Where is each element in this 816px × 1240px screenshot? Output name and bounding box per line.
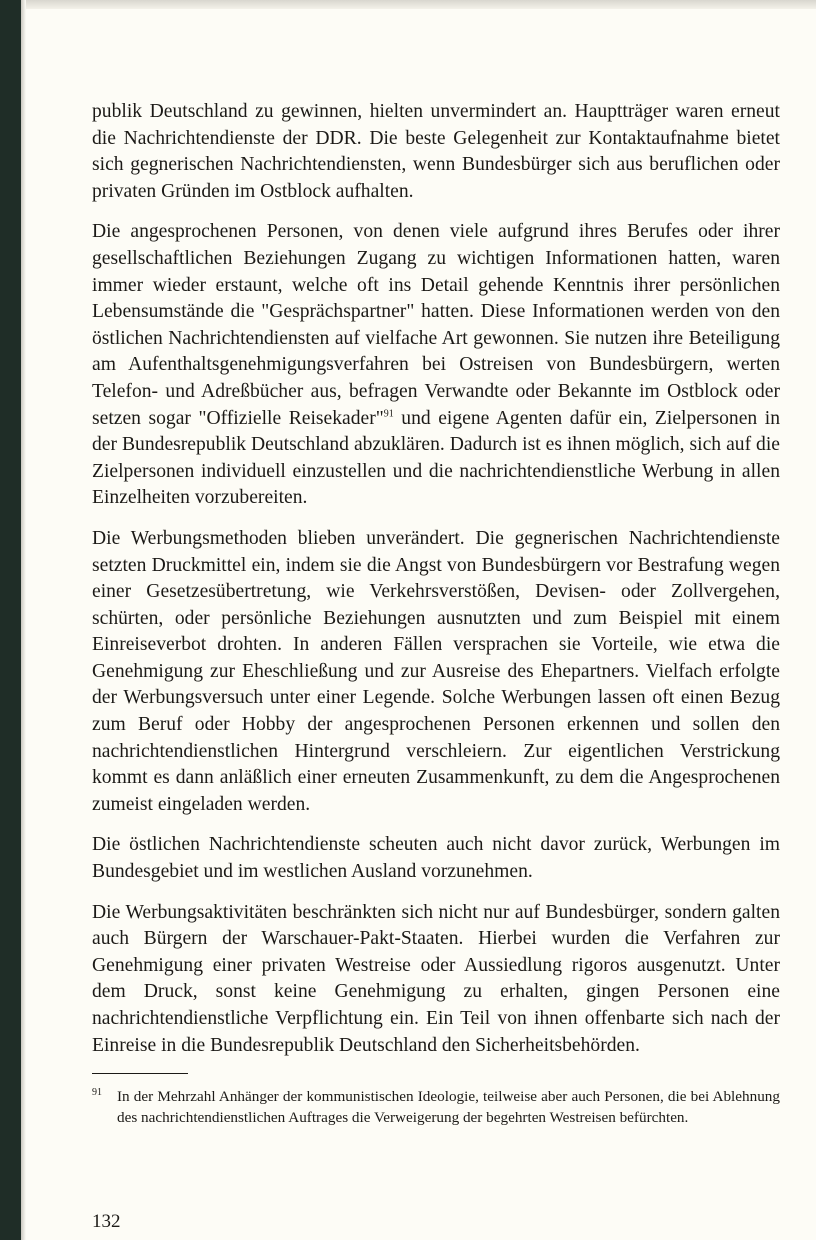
page-body (92, 99, 780, 1128)
footnote-divider (92, 1073, 188, 1074)
page-top-shadow (0, 0, 816, 9)
paragraph-2 (92, 219, 780, 512)
footnote-91 (92, 1086, 780, 1128)
footnote-number: 91 (92, 1087, 102, 1099)
paragraph-2-text-b: und eigene Agenten dafür ein, Zielpersonen in der Bundesrepublik Deutschland abzuklären. Dadurch ist es ihnen möglich, sich auf die Zielpersonen individuell einzustellen und die nachrichtendienstliche Werbung in allen Einzelheiten vorzubereiten. (92, 407, 780, 509)
page-number: 132 (92, 1211, 121, 1232)
paragraph-4: Die östlichen Nachrichtendienste scheuten auch nicht davor zurück, Werbungen im Bundesgebiet und im westlichen Ausland vorzunehmen. (92, 834, 780, 883)
paragraph-1: publik Deutschland zu gewinnen, hielten unvermindert an. Hauptträger waren erneut die Nachrichtendienste der DDR. Die beste Gelegenheit zur Kontaktaufnahme bietet sich gegnerischen Nachrichtendiensten, wenn Bundesbürger sich aus beruflichen oder privaten Gründen im Ostblock aufhalten. (92, 101, 780, 202)
book-spine-shadow (0, 0, 21, 1240)
footnote-reference: 91 (383, 408, 394, 419)
paragraph-2-text-a: Die angesprochenen Personen, von denen viele aufgrund ihres Berufes oder ihrer gesellschaftlichen Beziehungen Zugang zu wichtigen Informationen hatten, waren immer wieder erstaunt, welche oft ins Detail gehende Kenntnis ihrer persönlichen Lebensumstände die "Gesprächspartner" hatten. Diese Informationen werden von den östlichen Nachrichtendiensten auf vielfache Art gewonnen. Sie nutzen ihre Beteiligung am Aufenthaltsgenehmigungsverfahren bei Ostreisen von Bundesbürgern, werten Telefon- und Adreßbücher aus, befragen Verwandte oder Bekannte im Ostblock oder setzen sogar "Offizielle Reisekader" (92, 221, 780, 429)
paragraph-5: Die Werbungsaktivitäten beschränkten sich nicht nur auf Bundesbürger, sondern galten auch Bürgern der Warschauer-Pakt-Staaten. Hierbei wurden die Verfahren zur Genehmigung einer privaten Westreise oder Aussiedlung rigoros ausgenutzt. Unter dem Druck, sonst keine Genehmigung zu erhalten, gingen Personen eine nachrichtendienstliche Verpflichtung ein. Ein Teil von ihnen offenbarte sich nach der Einreise in die Bundesrepublik Deutschland den Sicherheitsbehörden. (92, 901, 780, 1056)
paragraph-3: Die Werbungsmethoden blieben unverändert. Die gegnerischen Nachrichtendienste setzten Druckmittel ein, indem sie die Angst von Bundesbürgern vor Bestrafung wegen einer Gesetzesübertretung, wie Verkehrsverstößen, Devisen- oder Zollvergehen, schürten, oder persönliche Beziehungen ausnutzten und zum Beispiel mit einem Einreiseverbot drohten. In anderen Fällen versprachen sie Vorteile, wie etwa die Genehmigung zur Eheschließung und zur Ausreise des Ehepartners. Vielfach erfolgte der Werbungsversuch unter einer Legende. Solche Werbungen lassen oft einen Bezug zum Beruf oder Hobby der angesprochenen Personen erkennen und sollen den nachrichtendienstlichen Hintergrund verschleiern. Zur eigentlichen Verstrickung kommt es dann anläßlich einer erneuten Zusammenkunft, zu dem die Angesprochenen zumeist eingeladen werden. (92, 527, 780, 815)
footnote-text: In der Mehrzahl Anhänger der kommunistischen Ideologie, teilweise aber auch Personen, die bei Ablehnung des nachrichtendienstlichen Auftrages die Verweigerung der begehrten Westreisen befürchten. (117, 1088, 780, 1127)
page-gutter (21, 0, 26, 1240)
